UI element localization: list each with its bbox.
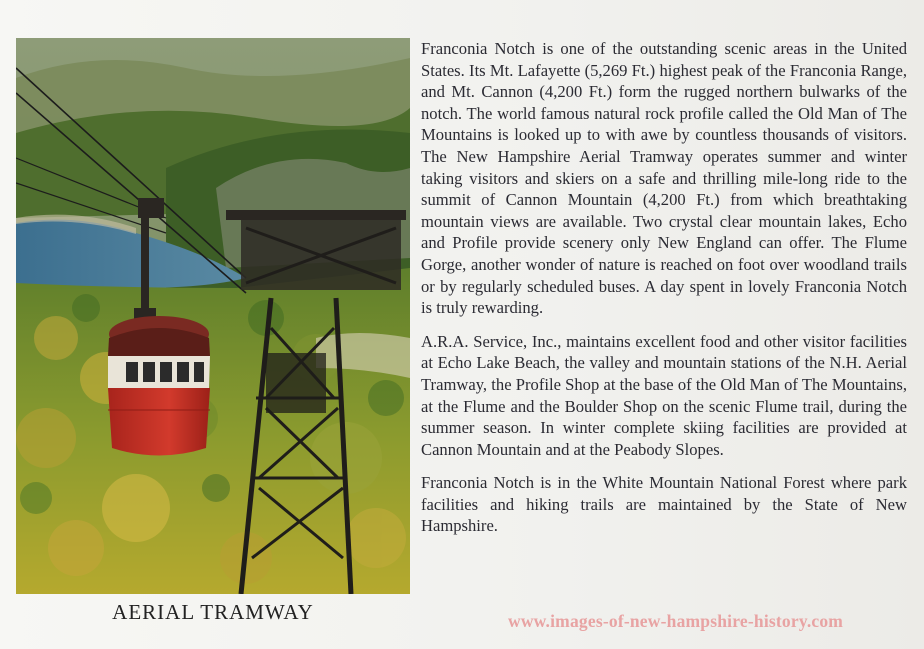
- photo-caption: AERIAL TRAMWAY: [112, 600, 314, 624]
- tramway-photo: [16, 38, 410, 594]
- watermark-url: www.images-of-new-hampshire-history.com: [508, 611, 844, 631]
- paragraph-national-forest: Franconia Notch is in the White Mountain National Forest where park facilities and hiking trails are maintained by the State of New Hampshire.: [421, 473, 907, 536]
- description-text: [421, 38, 907, 549]
- paragraph-ara-service: A.R.A. Service, Inc., maintains excellent food and other visitor facilities at Echo Lake Beach, the valley and mountain stations of the N.H. Aerial Tramway, the Profile Shop at the base of the Old Man of The Mountains, at the Flume and the Boulder Shop on the scenic Flume trail, during the summer season. In winter complete skiing facilities are provided at Cannon Mountain and at the Peabody Slopes.: [421, 331, 907, 459]
- paragraph-franconia: Franconia Notch is one of the outstanding scenic areas in the United States. Its Mt. Lafayette (5,269 Ft.) highest peak of the Franconia Range, and Mt. Cannon (4,200 Ft.) form the rugged northern bulwarks of the notch. The world famous natural rock profile called the Old Man of The Mountains is looked up to with awe by countless thousands of visitors. The New Hampshire Aerial Tramway operates summer and winter taking visitors and skiers on a safe and thrilling mile-long ride to the summit of Cannon Mountain (4,200 Ft.) from which breathtaking mountain views are available. Two crystal clear mountain lakes, Echo and Profile provide scenery only New England can offer. The Flume Gorge, another wonder of nature is reached on foot over woodland trails or by regularly scheduled buses. A day spent in lovely Franconia Notch is truly rewarding.: [421, 39, 907, 318]
